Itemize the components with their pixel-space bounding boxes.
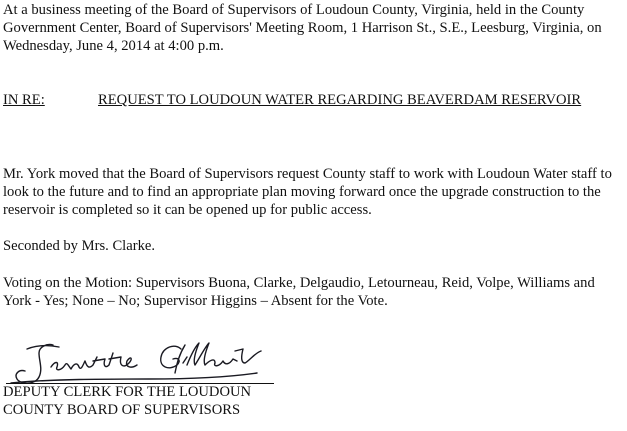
clerk-title-line-2: COUNTY BOARD OF SUPERVISORS <box>3 402 241 418</box>
meeting-intro-paragraph: At a business meeting of the Board of Supervisors of Loudoun County, Virginia, held in the County Government Center, Board of Supervisors' Meeting Room, 1 Harrison St., S.E., Leesburg, Virginia, on Wednesday, June 4, 2014 at 4:00 p.m. <box>3 2 602 54</box>
clerk-title <box>3 383 251 419</box>
voting-paragraph: Voting on the Motion: Supervisors Buona, Clarke, Delgaudio, Letourneau, Reid, Volpe, Williams and York - Yes; None – No; Supervisor Higgins – Absent for the Vote. <box>3 275 595 309</box>
signature-block <box>3 339 303 429</box>
in-re-subject: REQUEST TO LOUDOUN WATER REGARDING BEAVERDAM RESERVOIR <box>98 92 582 108</box>
motion-paragraph: Mr. York moved that the Board of Supervisors request County staff to work with Loudoun Water staff to look to the future and to find an appropriate plan moving forward once the upgrade construction to the reservoir is completed so it can be opened up for public access. <box>3 166 612 218</box>
seconded-paragraph: Seconded by Mrs. Clarke. <box>3 238 155 254</box>
in-re-label: IN RE: <box>3 92 45 108</box>
handwritten-signature <box>9 339 269 387</box>
clerk-title-line-1: DEPUTY CLERK FOR THE LOUDOUN <box>3 384 252 400</box>
